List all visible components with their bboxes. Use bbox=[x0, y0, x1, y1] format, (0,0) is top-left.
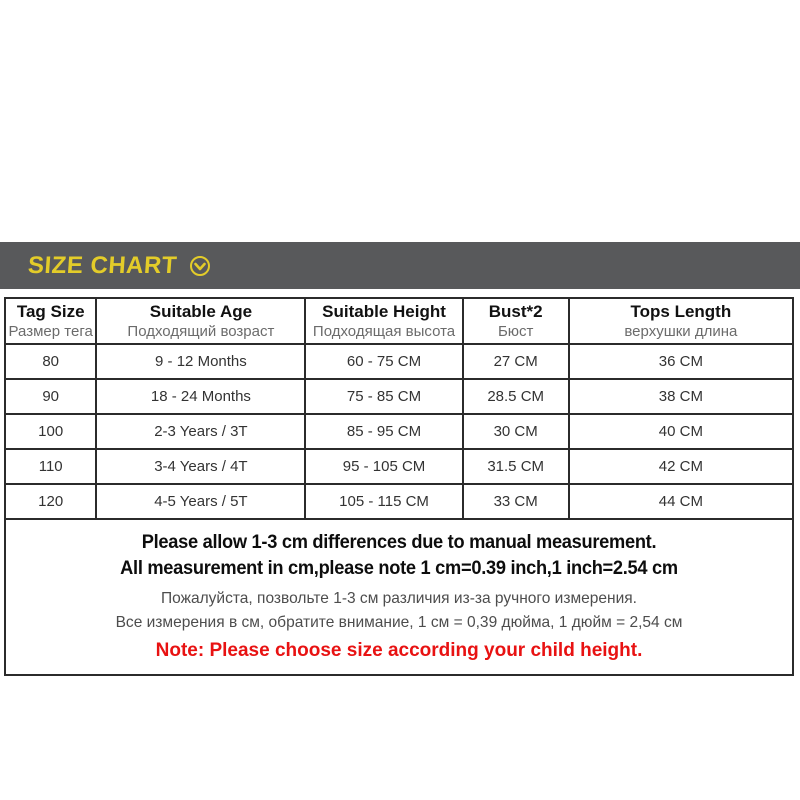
table-cell: 120 bbox=[6, 484, 96, 518]
size-table bbox=[6, 299, 792, 518]
column-header-tag-size bbox=[6, 299, 96, 344]
column-header-en: Suitable Height bbox=[322, 302, 446, 321]
table-cell: 9 - 12 Months bbox=[96, 344, 305, 379]
table-cell: 95 - 105 CM bbox=[305, 449, 462, 484]
column-header-en: Tops Length bbox=[630, 302, 732, 321]
measurement-notes bbox=[6, 518, 792, 674]
column-header-ru: верхушки длина bbox=[624, 323, 738, 340]
table-cell: 4-5 Years / 5T bbox=[96, 484, 305, 518]
table-cell: 105 - 115 CM bbox=[305, 484, 462, 518]
table-cell: 2-3 Years / 3T bbox=[96, 414, 305, 449]
table-cell: 85 - 95 CM bbox=[305, 414, 462, 449]
table-cell: 75 - 85 CM bbox=[305, 379, 462, 414]
table-row bbox=[6, 484, 792, 518]
note-en-line2: All measurement in cm,please note 1 cm=0.39 inch,1 inch=2.54 cm bbox=[120, 558, 678, 579]
table-row bbox=[6, 344, 792, 379]
column-header-en: Bust*2 bbox=[488, 302, 543, 321]
table-cell: 44 CM bbox=[569, 484, 792, 518]
note-ru-line2: Все измерения в см, обратите внимание, 1 см = 0,39 дюйма, 1 дюйм = 2,54 см bbox=[115, 614, 683, 631]
column-header-en: Suitable Age bbox=[149, 302, 253, 321]
table-cell: 3-4 Years / 4T bbox=[96, 449, 305, 484]
note-en-line1: Please allow 1-3 cm differences due to manual measurement. bbox=[141, 532, 657, 553]
table-cell: 60 - 75 CM bbox=[305, 344, 462, 379]
table-cell: 30 CM bbox=[463, 414, 569, 449]
column-header-ru: Подходящая высота bbox=[312, 323, 456, 340]
header-row bbox=[6, 299, 792, 344]
table-row bbox=[6, 449, 792, 484]
table-cell: 18 - 24 Months bbox=[96, 379, 305, 414]
chevron-down-circle-icon bbox=[189, 255, 211, 277]
table-cell: 36 CM bbox=[569, 344, 792, 379]
column-header-ru: Бюст bbox=[497, 323, 534, 340]
column-header-ru: Подходящий возраст bbox=[127, 323, 275, 340]
note-ru-line1: Пожалуйста, позвольте 1-3 см различия из-за ручного измерения. bbox=[160, 590, 637, 607]
size-chart-box bbox=[4, 297, 794, 676]
table-cell: 80 bbox=[6, 344, 96, 379]
table-cell: 90 bbox=[6, 379, 96, 414]
column-header-suitable-age bbox=[96, 299, 305, 344]
table-row bbox=[6, 414, 792, 449]
size-chart-title: SIZE CHART bbox=[27, 251, 178, 279]
table-cell: 38 CM bbox=[569, 379, 792, 414]
column-header-en: Tag Size bbox=[16, 302, 85, 321]
size-chart-banner bbox=[0, 242, 800, 289]
column-header-bust bbox=[463, 299, 569, 344]
column-header-tops-length bbox=[569, 299, 792, 344]
column-header-ru: Размер тега bbox=[8, 323, 93, 340]
table-cell: 110 bbox=[6, 449, 96, 484]
table-cell: 42 CM bbox=[569, 449, 792, 484]
table-cell: 40 CM bbox=[569, 414, 792, 449]
column-header-suitable-height bbox=[305, 299, 462, 344]
table-cell: 31.5 CM bbox=[463, 449, 569, 484]
table-cell: 27 CM bbox=[463, 344, 569, 379]
table-cell: 28.5 CM bbox=[463, 379, 569, 414]
table-cell: 100 bbox=[6, 414, 96, 449]
table-cell: 33 CM bbox=[463, 484, 569, 518]
warning-note: Note: Please choose size according your child height. bbox=[155, 640, 643, 661]
table-row bbox=[6, 379, 792, 414]
